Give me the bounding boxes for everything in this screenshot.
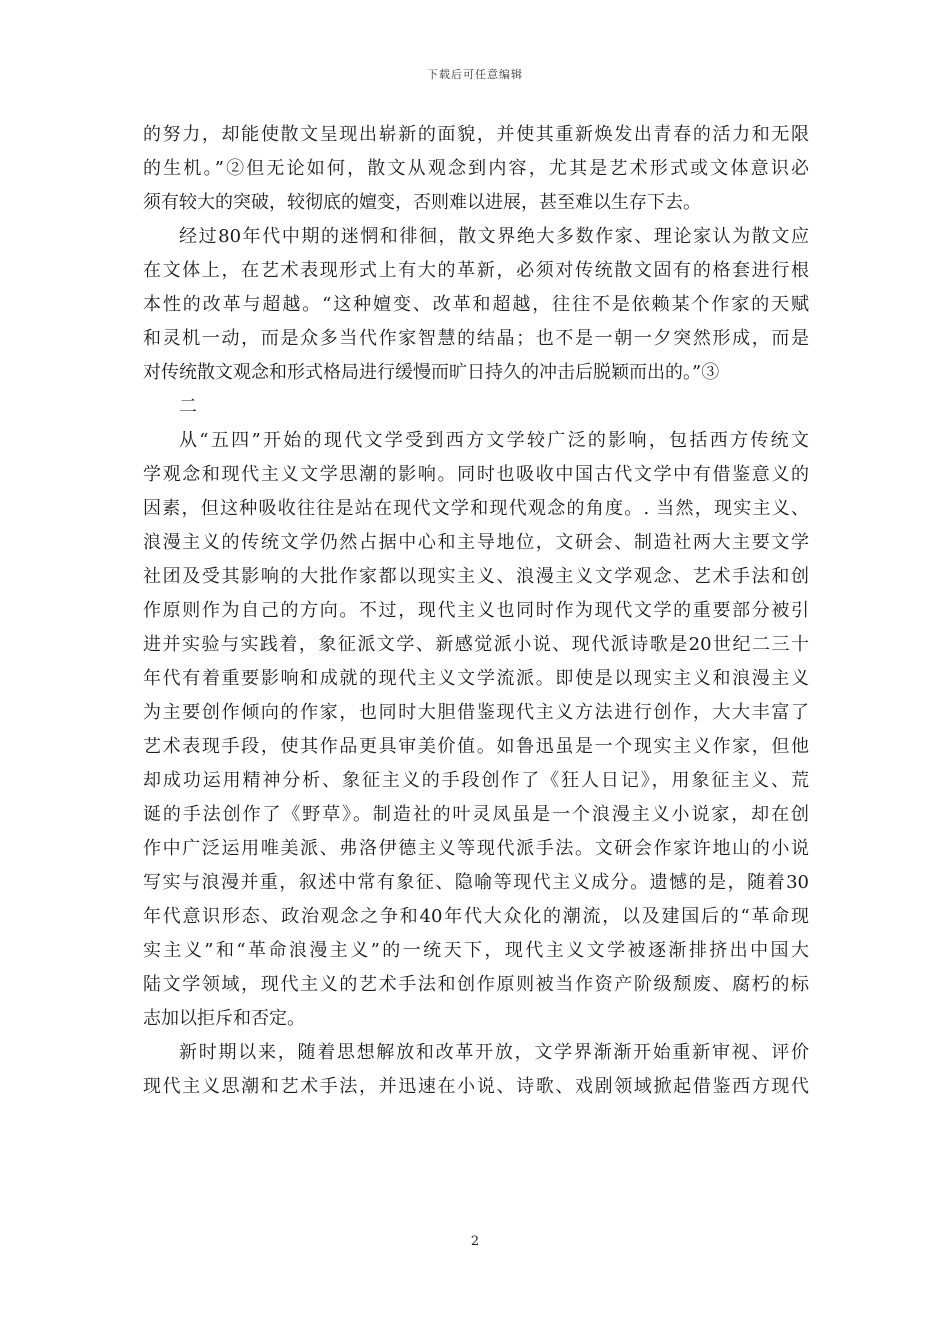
text-line: 年代意识形态、政治观念之争和40年代大众化的潮流，以及建国后的“革命现 — [143, 906, 809, 927]
text-line: 的生机。”②但无论如何，散文从观念到内容，尤其是艺术形式或文体意识必 — [143, 158, 809, 179]
page-header: 下载后可任意编辑 — [427, 68, 523, 81]
text-line: 诞的手法创作了《野草》。制造社的叶灵凤虽是一个浪漫主义小说家，却在创 — [143, 804, 809, 825]
text-line: 对传统散文观念和形式格局进行缓慢而旷日持久的冲击后脱颖而出的。”③ — [143, 362, 720, 383]
text-line: 浪漫主义的传统文学仍然占据中心和主导地位，文研会、制造社两大主要文学 — [143, 532, 809, 553]
text-line: 进并实验与实践着，象征派文学、新感觉派小说、现代派诗歌是20世纪二三十 — [143, 634, 809, 655]
text-line: 和灵机一动，而是众多当代作家智慧的结晶；也不是一朝一夕突然形成，而是 — [143, 328, 809, 349]
text-line: 却成功运用精神分析、象征主义的手段创作了《狂人日记》，用象征主义、荒 — [143, 770, 809, 791]
text-line: 为主要创作倾向的作家，也同时大胆借鉴现代主义方法进行创作，大大丰富了 — [143, 702, 809, 723]
text-line: 社团及受其影响的大批作家都以现实主义、浪漫主义文学观念、艺术手法和创 — [143, 566, 809, 587]
page-number: 2 — [470, 1234, 480, 1249]
text-line: 学观念和现代主义文学思潮的影响。同时也吸收中国古代文学中有借鉴意义的 — [143, 464, 809, 485]
text-line: 新时期以来，随着思想解放和改革开放，文学界渐渐开始重新审视、评价 — [179, 1042, 809, 1063]
text-line: 志加以拒斥和否定。 — [143, 1008, 305, 1029]
text-line: 写实与浪漫并重，叙述中常有象征、隐喻等现代主义成分。遗憾的是，随着30 — [143, 872, 809, 893]
text-line: 本性的改革与超越。“这种嬗变、改革和超越，往往不是依赖某个作家的天赋 — [143, 294, 809, 315]
text-line: 现代主义思潮和艺术手法，并迅速在小说、诗歌、戏剧领域掀起借鉴西方现代 — [143, 1076, 809, 1097]
text-line: 年代有着重要影响和成就的现代主义文学流派。即使是以现实主义和浪漫主义 — [143, 668, 809, 689]
section-heading: 二 — [179, 396, 197, 417]
body-text — [143, 118, 809, 1104]
text-line: 作原则作为自己的方向。不过，现代主义也同时作为现代文学的重要部分被引 — [143, 600, 809, 621]
text-line: 的努力，却能使散文呈现出崭新的面貌，并使其重新焕发出青春的活力和无限 — [143, 124, 809, 145]
text-line: 实主义”和“革命浪漫主义”的一统天下，现代主义文学被逐渐排挤出中国大 — [143, 940, 809, 961]
text-line: 须有较大的突破，较彻底的嬗变，否则难以进展，甚至难以生存下去。 — [143, 192, 701, 213]
text-line: 艺术表现手段，使其作品更具审美价值。如鲁迅虽是一个现实主义作家，但他 — [143, 736, 809, 757]
text-line: 从“五四”开始的现代文学受到西方文学较广泛的影响，包括西方传统文 — [179, 430, 809, 451]
text-line: 在文体上，在艺术表现形式上有大的革新，必须对传统散文固有的格套进行根 — [143, 260, 809, 281]
text-line: 陆文学领域，现代主义的艺术手法和创作原则被当作资产阶级颓废、腐朽的标 — [143, 974, 809, 995]
text-line: 经过80年代中期的迷惘和徘徊，散文界绝大多数作家、理论家认为散文应 — [179, 226, 809, 247]
text-line: 作中广泛运用唯美派、弗洛伊德主义等现代派手法。文研会作家许地山的小说 — [143, 838, 809, 859]
text-line: 因素，但这种吸收往往是站在现代文学和现代观念的角度。. 当然，现实主义、 — [143, 498, 809, 519]
